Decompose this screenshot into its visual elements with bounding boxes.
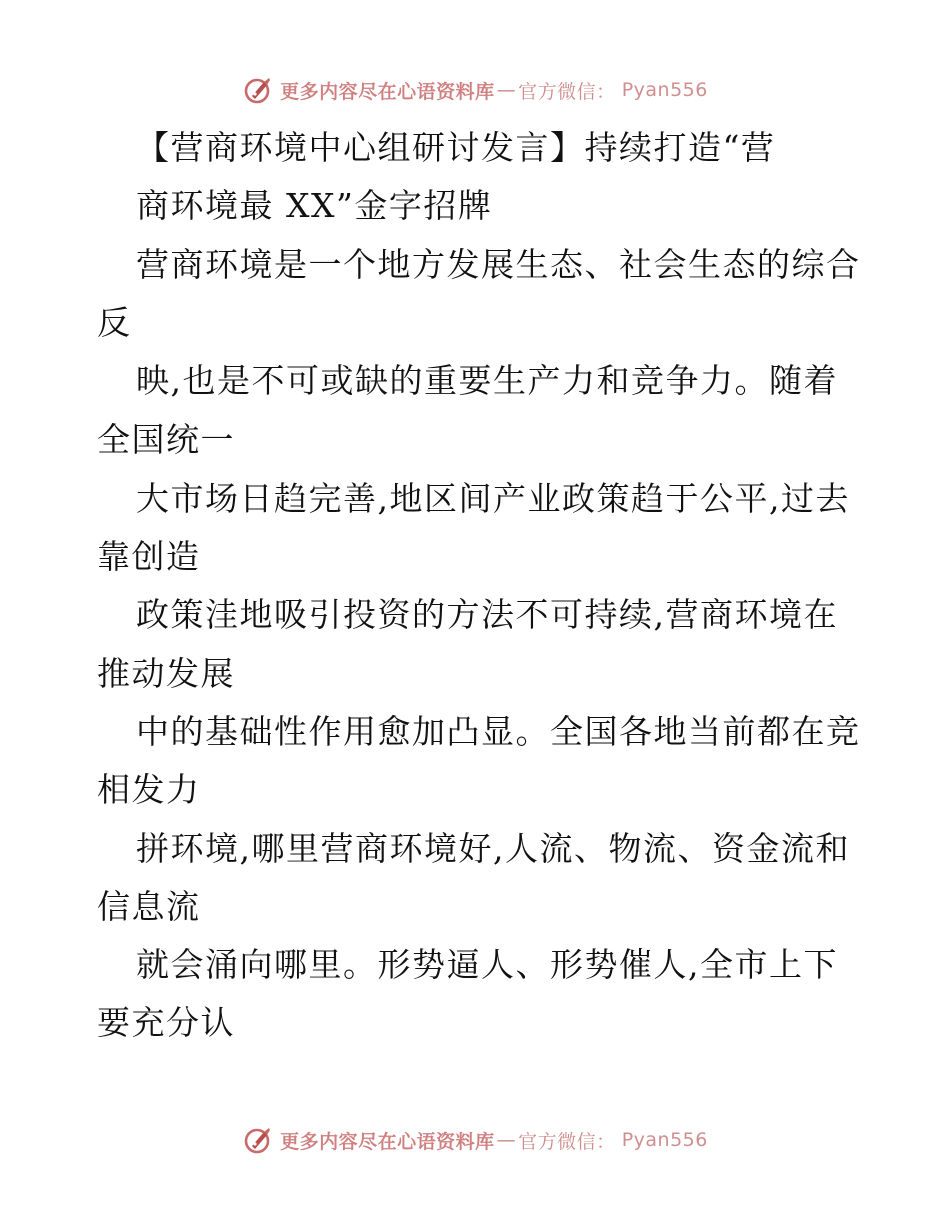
watermark-dash: — bbox=[496, 79, 517, 101]
pen-nib-circle-icon bbox=[242, 74, 274, 106]
paragraph-line: 就会涌向哪里。形势逼人、形势催人,全市上下 bbox=[136, 945, 838, 984]
paragraph-line: 推动发展 bbox=[97, 654, 235, 693]
paragraph-line: 拼环境,哪里营商环境好,人流、物流、资金流和 bbox=[136, 829, 850, 868]
watermark-wechat-id: Pyan556 bbox=[621, 1129, 708, 1151]
watermark-wechat-id: Pyan556 bbox=[621, 79, 708, 101]
document-title-line-2: 商环境最 XX”金字招牌 bbox=[136, 186, 493, 225]
footer-watermark bbox=[0, 1120, 950, 1160]
watermark-wechat-label: 官方微信： bbox=[518, 80, 616, 103]
paragraph-line: 反 bbox=[97, 303, 132, 342]
watermark-wechat-label: 官方微信： bbox=[518, 1130, 616, 1153]
document-title-line-1: 【营商环境中心组研讨发言】持续打造“营 bbox=[136, 128, 776, 167]
paragraph-line: 全国统一 bbox=[97, 420, 235, 459]
watermark-dash: — bbox=[496, 1129, 517, 1151]
paragraph-line: 大市场日趋完善,地区间产业政策趋于公平,过去 bbox=[136, 479, 850, 518]
paragraph-line: 要充分认 bbox=[97, 1003, 235, 1042]
paragraph-line: 营商环境是一个地方发展生态、社会生态的综合 bbox=[136, 245, 861, 284]
watermark-site-text: 更多内容尽在心语资料库 bbox=[280, 1130, 495, 1153]
paragraph-line: 信息流 bbox=[97, 887, 201, 926]
paragraph-line: 相发力 bbox=[97, 770, 201, 809]
paragraph-line: 映,也是不可或缺的重要生产力和竞争力。随着 bbox=[136, 361, 838, 400]
paragraph-line: 中的基础性作用愈加凸显。全国各地当前都在竞 bbox=[136, 712, 861, 751]
paragraph-line: 靠创造 bbox=[97, 537, 201, 576]
pen-nib-circle-icon bbox=[242, 1124, 274, 1156]
header-watermark bbox=[0, 70, 950, 110]
watermark-site-text: 更多内容尽在心语资料库 bbox=[280, 80, 495, 103]
paragraph-line: 政策洼地吸引投资的方法不可持续,营商环境在 bbox=[136, 595, 838, 634]
